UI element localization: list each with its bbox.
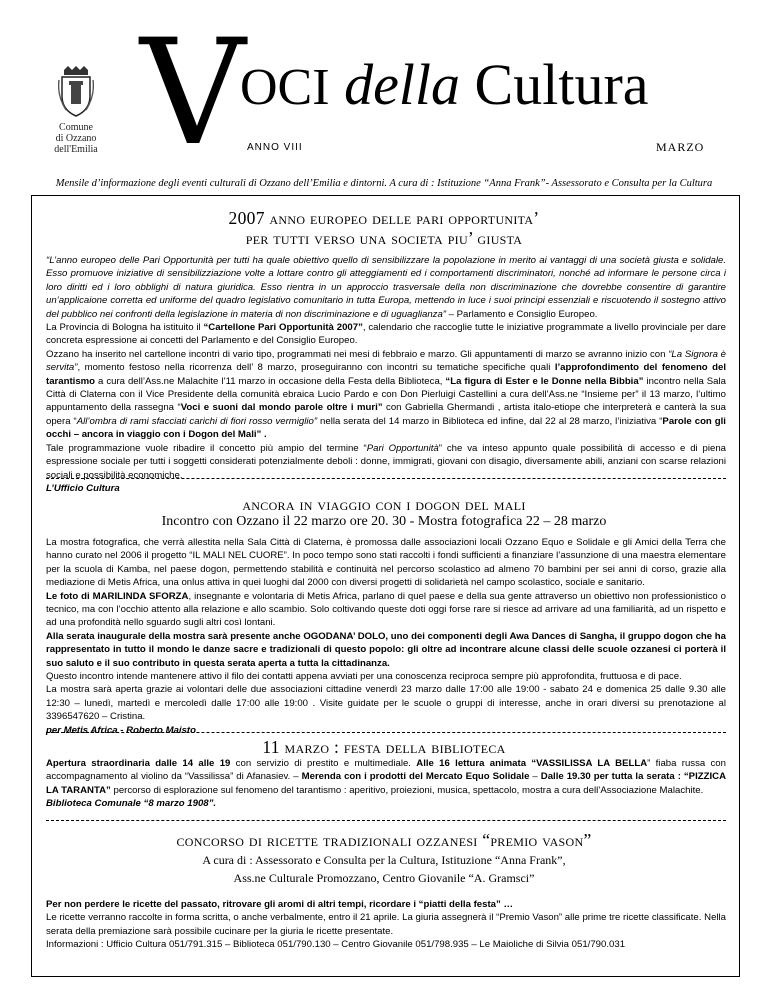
issue-year: ANNO VIII	[247, 142, 303, 153]
text: incontro nella Sala Città di Claterna con il Vice Presidente della comunità ebraica Lucio Pardo e con Don Pierluigi Castellini a cura dell’Ass.ne “Insieme per” il 13 marzo, l’ultimo appuntamento della rassegna “	[46, 375, 726, 414]
masthead-subtitle: Mensile d’informazione degli eventi culturali di Ozzano dell’Emilia e dintorni. A cura di : Istituzione “Anna Frank”- Assessorato e Consulta per la Cultura	[55, 178, 713, 189]
comune-line: Comune	[59, 122, 93, 133]
text: La mostra fotografica, che verrà allestita nella Sala Città di Claterna, è promossa dalle associazioni locali Ozzano Equo e Solidale e gli Amici della Terra che hanno curato nel 2006 il progetto “IL MALI NEL CUORE”. In poco tempo sono stati raccolti i fondi sufficienti a finanziare l’assunzione di una maestra elementare per la scuola di Kamba, nel paese dogon, permettendo stabilità e continuità nel percorso scolastico ad almeno 70 bambini per sei anni di corso, grazie alla mediazione di Metis Africa, una onlus attiva in quei luoghi dal 2000 con diversi progetti di solidarietà nel campo scolastico, sociale e sanitario.	[46, 537, 726, 589]
logo-cultura: Cultura	[474, 52, 649, 117]
text: nella serata del 14 marzo in Biblioteca ed infine, dal 22 al 28 marzo, l’iniziativa “	[317, 415, 663, 427]
text: La Provincia di Bologna ha istituito il	[46, 322, 204, 334]
text: con Gabriella Ghermandi , artista italo-etiope che interpreterà e canterà la sua opera “	[46, 402, 727, 427]
article4-body	[46, 898, 726, 952]
text: ” fiaba russa con accompagnamento al violino da “Vassilissa” di Afanasiev. –	[46, 758, 726, 783]
separator	[46, 820, 726, 821]
text: , insegnante e volontaria di Metis Africa, parlano di quel paese e della sua gente attraverso un obiettivo non professionistico o tecnico, ma con l’occhio attento alla relazione e allo scambio. Solo coltivando queste doti oggi forse rare si riesce ad arrivare ad una familiarità, ad un rispetto e ad una profondità nello sguardo sugli altri così lontani.	[46, 590, 726, 629]
article2-title: ancora in viaggio con i dogon del mali	[242, 494, 526, 514]
article3-body	[46, 757, 726, 811]
article3-signature: Biblioteca Comunale “8 marzo 1908”.	[46, 798, 217, 810]
separator	[46, 478, 726, 483]
text: , momento festoso nella ricorrenza dell’ 8 marzo, proseguiranno con incontri su tematiche specifiche quali	[77, 362, 555, 374]
text: –	[529, 771, 541, 783]
article2-subtitle: Incontro con Ozzano il 22 marzo ore 20. 30 - Mostra fotografica 22 – 28 marzo	[161, 514, 607, 529]
text: con servizio di prestito e multimediale.	[230, 758, 417, 769]
comune-label	[50, 122, 102, 155]
article3-title: 11 marzo : festa della biblioteca	[262, 737, 506, 757]
article1-signature: L’Ufficio Cultura	[46, 482, 120, 494]
text: a cura dell’Ass.ne Malachite l’11 marzo in occasione della Festa della Biblioteca,	[95, 375, 446, 387]
quote-text: “L’anno europeo delle Pari Opportunità per tutti ha quale obiettivo quello di sensibilizzare la popolazione in merito ai vantaggi di una società giusta e solidale. Esso promuove iniziative di sensibilizziazione volte a lottare contro gli atteggiamenti ed i comportamenti discriminatori, nonché ad informare le persone circa i loro diritti ed i loro obblighi di natura giuridica. Esso rientra in un approccio trasversale della non discriminazione che dovrebbe consentire di garantire un’applicaione corretta ed uniforme del quadro legislativo comunitario in tutta Europa, mettendo in luce i suoi principi essenziali e riscuotendo il sostegno attivo del pubblico nei confronti della legislazione in materia di non discriminazione e di uguaglianza”	[46, 255, 726, 320]
text-bold: Merenda con i prodotti del Mercato Equo Solidale	[301, 771, 530, 783]
text-italic: “La Signora è servita”	[46, 348, 726, 374]
article1-title-line2: per tutti verso una societa piu’ giusta	[245, 228, 523, 248]
article4-subtitle-line2: Ass.ne Culturale Promozzano, Centro Giovanile “A. Gramsci”	[233, 871, 535, 885]
article2-signature: per Metis Africa - Roberto Maisto	[46, 724, 196, 736]
text-bold: l’approfondimento del fenomeno del tarantismo	[46, 362, 726, 387]
article2-body	[46, 536, 726, 737]
text-bold: “La figura di Ester e le Donne nella Bibbia”	[445, 375, 644, 387]
text-bold: Apertura straordinaria dalle 14 alle 19	[46, 758, 231, 769]
text: , calendario che raccoglie tutte le iniziative programmate a livello provinciale per dare concreta espressione ai concetti del Parlamento e del Consiglio Europeo.	[46, 322, 726, 347]
logo-initial: V	[140, 8, 246, 178]
text-bold: Alle 16 lettura animata “VASSILISSA LA BELLA	[416, 758, 648, 769]
text-italic: Pari Opportunità	[366, 442, 439, 454]
logo-title	[240, 54, 649, 119]
masthead	[0, 0, 768, 189]
article4-lead: Per non perdere le ricette del passato, ritrovare gli aromi di altri tempi, ricordare i “piatti della festa” …	[46, 899, 514, 910]
text-bold: Dalle 19.30 per tutta la serata : “PIZZICA LA TARANTA”	[46, 771, 726, 796]
coat-of-arms-icon	[58, 66, 94, 118]
text: ” che va inteso appunto quale possibilità di accesso e di piena espressione sociale per tutti i soggetti considerati potenzialmente deboli : donne, immigrati, giovani con disagio, diversamente abili, anziani con scarse relazioni sociali e possibilità economiche.	[46, 442, 727, 481]
text-bold: Parole con gli occhi – ancora in viaggio con i Dogon del Mali” .	[46, 415, 726, 441]
quote-source: – Parlamento e Consiglio Europeo.	[445, 308, 598, 320]
photographer-name: Le foto di MARILINDA SFORZA	[46, 590, 189, 602]
logo-oci: OCI	[240, 59, 330, 116]
text: Questo incontro intende mantenere attivo il filo dei contatti appena avviati per una conoscenza reciproca sempre più approfondita, fruttuosa e di pace.	[46, 671, 682, 683]
contact-info: Informazioni : Ufficio Cultura 051/791.315 – Biblioteca 051/790.130 – Centro Giovanile 051/798.935 – Le Maioliche di Silvia 051/790.031	[46, 939, 626, 951]
text: Ozzano ha inserito nel cartellone incontri di vario tipo, programmati nei mesi di febbraio e marzo. Gli appuntamenti di marzo se avranno inizio con	[46, 348, 669, 360]
issue-month: MARZO	[656, 140, 705, 154]
text: Tale programmazione vuole ribadire il concetto più ampio del termine “	[46, 442, 367, 454]
article4-subtitle-line1: A cura di : Assessorato e Consulta per la Cultura, Istituzione “Anna Frank”,	[202, 853, 566, 867]
opening-hours: La mostra sarà aperta grazie ai volontari delle due associazioni cittadine venerdì 23 marzo dalle 17:00 alle 19:00 - sabato 24 e domenica 25 dalle 9.30 alle 12:30 – lunedì, martedì e mercoledì dalle 17:00 alle 19:00 . Visite guidate per le scuole o gruppi di interesse, anche in orari diversi su prenotazione al 3396547620 – Cristina.	[46, 684, 726, 723]
text: percorso di esplorazione sul fenomeno del tarantismo : aperitivo, proiezioni, musica, spettacolo, mostra a cura dell’Associazione Malachite.	[110, 784, 704, 796]
article1-body	[46, 254, 726, 495]
logo-della: della	[344, 52, 461, 117]
text-italic: All’ombra di rami sfacciati carichi di fiori rosso vermiglio”	[76, 415, 318, 427]
text: Le ricette verranno raccolte in forma scritta, o anche verbalmente, entro il 21 aprile. La giuria assegnerà il “Premio Vason” alle prime tre ricette classificate. Nella serata della premiazione sarà possibile cucinare per la giuria le ricette presentate.	[46, 912, 726, 937]
article1-title: 2007 anno europeo delle pari opportunita’	[228, 208, 540, 228]
article4-title: concorso di ricette tradizionali ozzanesi “premio vason”	[176, 830, 592, 850]
comune-line: dell'Emilia	[54, 144, 98, 155]
text-bold: Voci e suoni dal mondo parole oltre i muri”	[180, 402, 383, 414]
text-bold: Alla serata inaugurale della mostra sarà presente anche OGODANA’ DOLO, uno dei componenti degli Awa Dances di Sangha, il gruppo dogon che ha rappresentato in tutto il mondo le danze sacre e tradizionali di questo popolo: gli oltre ad incontrare alcune classi delle scuole ozzanesi ci porterà il suo saluto e il suo contributo in questa serata aperta a tutta la cittadinanza.	[46, 630, 726, 669]
comune-line: di Ozzano	[55, 133, 97, 144]
text-bold: “Cartellone Pari Opportunità 2007”	[203, 322, 363, 334]
